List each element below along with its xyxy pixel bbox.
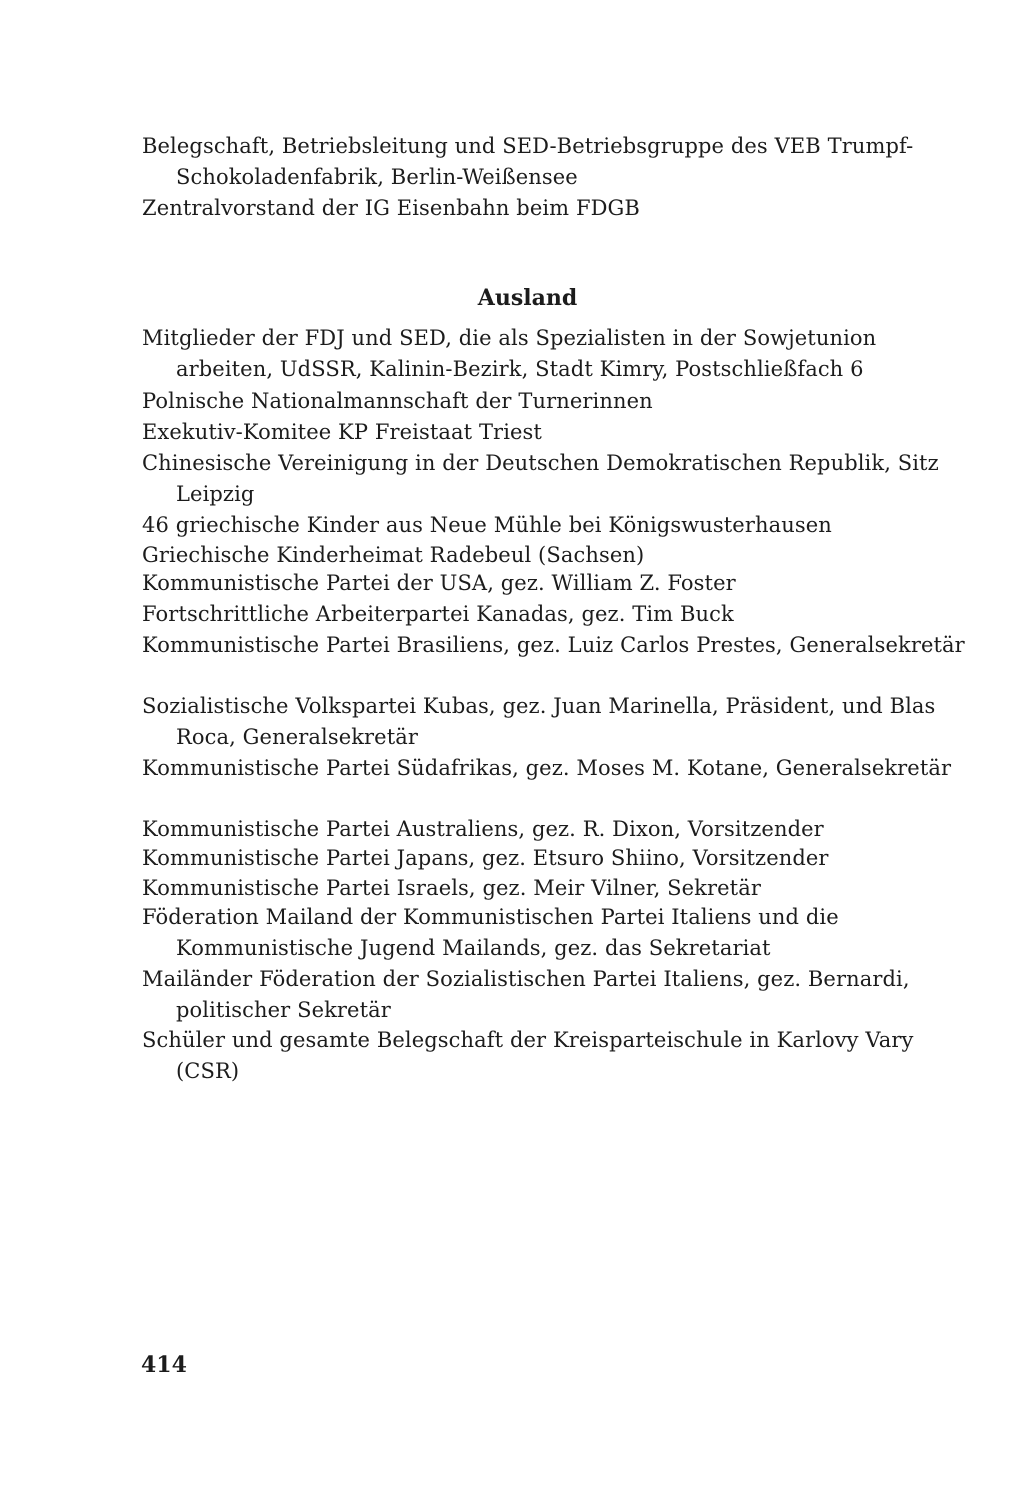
list-item: Kommunistische Partei der USA, gez. William Z. Foster — [142, 571, 736, 595]
list-item: Kommunistische Partei Israels, gez. Meir Vilner, Sekretär — [142, 876, 761, 900]
page-number: 414 — [141, 1352, 187, 1378]
list-item: Kommunistische Partei Brasiliens, gez. Luiz Carlos Prestes, Generalsekretär — [142, 633, 965, 657]
list-item: Mitglieder der FDJ und SED, die als Spezialisten in der Sowjetunion arbeiten, UdSSR, Kalinin-Bezirk, Stadt Kimry, Postschließfach 6 — [142, 326, 877, 381]
list-item: Exekutiv-Komitee KP Freistaat Triest — [142, 420, 542, 444]
list-item: Griechische Kinderheimat Radebeul (Sachsen) — [142, 543, 645, 567]
list-item: Polnische Nationalmannschaft der Turnerinnen — [142, 389, 653, 413]
list-item: Schüler und gesamte Belegschaft der Kreisparteischule in Karlovy Vary (CSR) — [142, 1028, 914, 1083]
list-item: Mailänder Föderation der Sozialistischen Partei Italiens, gez. Bernardi, politischer Sekretär — [142, 967, 910, 1022]
list-item: Fortschrittliche Arbeiterpartei Kanadas, gez. Tim Buck — [142, 602, 734, 626]
list-item: Sozialistische Volkspartei Kubas, gez. Juan Marinella, Präsident, und Blas Roca, Generalsekretär — [142, 694, 936, 749]
list-item: Kommunistische Partei Australiens, gez. R. Dixon, Vorsitzender — [142, 817, 824, 841]
list-item: Belegschaft, Betriebsleitung und SED-Betriebsgruppe des VEB Trumpf-Schokoladenfabrik, Berlin-Weißensee — [142, 134, 914, 189]
list-item: Zentralvorstand der IG Eisenbahn beim FDGB — [142, 196, 640, 220]
list-item: Föderation Mailand der Kommunistischen Partei Italiens und die Kommunistische Jugend Mailands, gez. das Sekretariat — [142, 905, 839, 960]
section-heading: Ausland — [477, 285, 578, 311]
list-item: 46 griechische Kinder aus Neue Mühle bei Königswusterhausen — [142, 513, 832, 537]
list-item: Chinesische Vereinigung in der Deutschen Demokratischen Republik, Sitz Leipzig — [142, 451, 939, 506]
list-item: Kommunistische Partei Japans, gez. Etsuro Shiino, Vorsitzender — [142, 846, 829, 870]
list-item: Kommunistische Partei Südafrikas, gez. Moses M. Kotane, Generalsekretär — [142, 756, 952, 780]
